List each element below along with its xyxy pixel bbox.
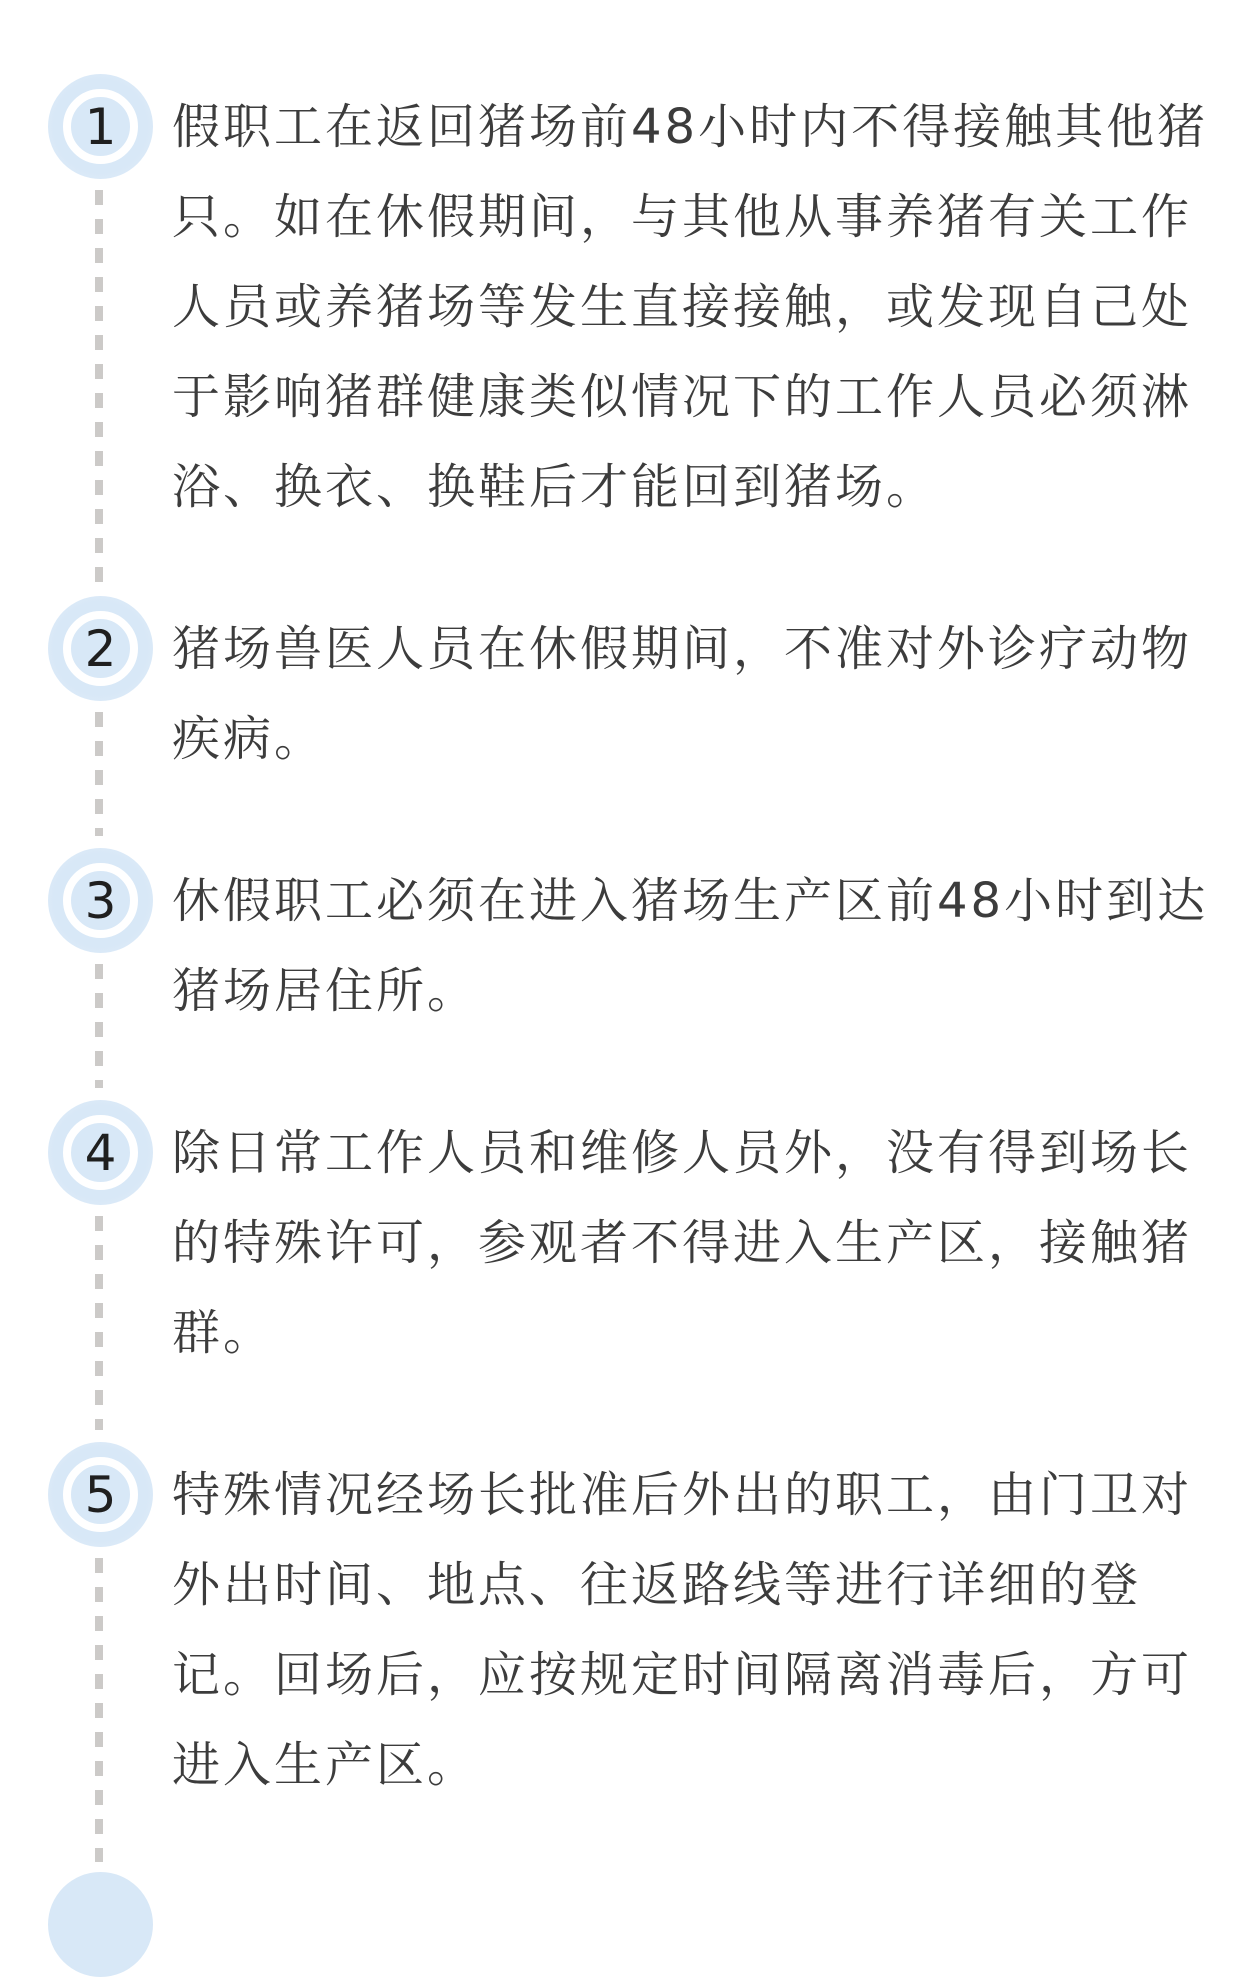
text-line: 猪场兽医人员在休假期间，不准对外诊疗动物 (172, 621, 1193, 677)
timeline-rail (48, 82, 172, 532)
text-line: 除日常工作人员和维修人员外，没有得到场长 (172, 1125, 1193, 1181)
text-line: 于影响猪群健康类似情况下的工作人员必须淋 (172, 369, 1193, 425)
item-text (172, 1108, 1192, 1378)
text-line: 休假职工必须在进入猪场生产区前48小时到达 (172, 873, 1209, 929)
item-text (172, 856, 1208, 1036)
next-step-peek-circle (48, 1872, 153, 1977)
text-line: 疾病。 (172, 711, 326, 767)
text-line: 特殊情况经场长批准后外出的职工，由门卫对 (172, 1467, 1193, 1523)
step-number: 1 (84, 97, 117, 156)
text-line: 人员或养猪场等发生直接接触，或发现自己处 (172, 279, 1193, 335)
timeline-rail (48, 1108, 172, 1378)
timeline-rail (48, 1450, 172, 1810)
step-number: 4 (84, 1123, 117, 1182)
item-text (172, 82, 1208, 532)
step-number-inner (63, 863, 138, 938)
step-number: 5 (84, 1465, 117, 1524)
step-number-badge (48, 1100, 153, 1205)
text-line: 的特殊许可，参观者不得进入生产区，接触猪 (172, 1215, 1193, 1271)
item-text (172, 604, 1192, 784)
dashed-connector (95, 1558, 103, 1862)
step-number: 3 (84, 871, 117, 930)
text-line: 假职工在返回猪场前48小时内不得接触其他猪 (172, 99, 1209, 155)
list-item (48, 1450, 1241, 1810)
text-line: 进入生产区。 (172, 1737, 479, 1793)
step-number-badge (48, 596, 153, 701)
text-line: 群。 (172, 1305, 275, 1361)
list-item (48, 604, 1241, 784)
dashed-connector (95, 1216, 103, 1430)
list-item (48, 1108, 1241, 1378)
step-number-inner (63, 89, 138, 164)
timeline-rail (48, 604, 172, 784)
step-number-inner (63, 1115, 138, 1190)
text-line: 记。回场后，应按规定时间隔离消毒后，方可 (172, 1647, 1193, 1703)
step-number-inner (63, 1457, 138, 1532)
list-item (48, 82, 1241, 532)
text-line: 只。如在休假期间，与其他从事养猪有关工作 (172, 189, 1193, 245)
text-line: 猪场居住所。 (172, 963, 479, 1019)
dashed-connector (95, 964, 103, 1088)
dashed-connector (95, 190, 103, 584)
list-item (48, 856, 1241, 1036)
text-line: 外出时间、地点、往返路线等进行详细的登 (172, 1557, 1142, 1613)
step-number-badge (48, 1442, 153, 1547)
step-number-inner (63, 611, 138, 686)
step-number-badge (48, 74, 153, 179)
step-number: 2 (84, 619, 117, 678)
step-number-badge (48, 848, 153, 953)
dashed-connector (95, 712, 103, 836)
timeline-rail (48, 856, 172, 1036)
item-text (172, 1450, 1192, 1810)
text-line: 浴、换衣、换鞋后才能回到猪场。 (172, 459, 938, 515)
